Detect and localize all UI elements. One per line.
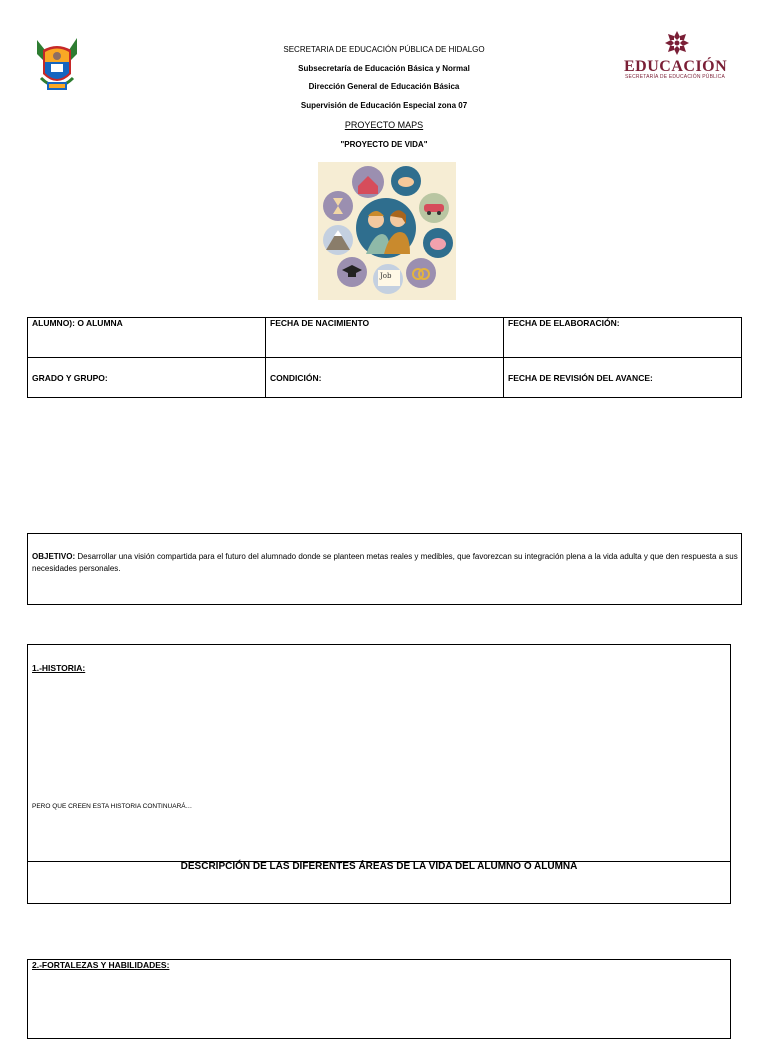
project-title: PROYECTO MAPS bbox=[344, 120, 424, 130]
elaboration-date-cell[interactable]: FECHA DE ELABORACIÓN: bbox=[504, 318, 742, 358]
table-row bbox=[28, 358, 742, 398]
student-info-table bbox=[27, 317, 742, 398]
objetivo-text: Desarrollar una visión compartida para el futuro del alumnado donde se planteen metas reales y medibles, que favorezcan su integración plena a la vida adulta y que den respuesta a sus necesidades personales. bbox=[32, 552, 738, 573]
educacion-logo bbox=[618, 30, 738, 86]
educacion-logo-subtitle: SECRETARÍA DE EDUCACIÓN PÚBLICA bbox=[625, 74, 726, 80]
objetivo-paragraph bbox=[32, 551, 740, 575]
hidalgo-coat-of-arms-logo bbox=[33, 34, 81, 94]
historia-footer: PERO QUE CREEN ESTA HISTORIA CONTINUARÁ… bbox=[32, 803, 193, 810]
grade-group-cell[interactable]: GRADO Y GRUPO: bbox=[28, 358, 266, 398]
project-subtitle: "PROYECTO DE VIDA" bbox=[340, 140, 428, 149]
fortalezas-title: 2.-FORTALEZAS Y HABILIDADES: bbox=[32, 960, 170, 970]
student-name-cell[interactable]: ALUMNO): O ALUMNA bbox=[28, 318, 266, 358]
header-line-direccion: Dirección General de Educación Básica bbox=[308, 82, 460, 91]
header-line-secretaria: SECRETARIA DE EDUCACIÓN PÚBLICA DE HIDALGO bbox=[283, 45, 485, 54]
header-line-supervision: Supervisión de Educación Especial zona 07 bbox=[300, 101, 468, 110]
objetivo-label: OBJETIVO: bbox=[32, 552, 76, 561]
header-line-subsecretaria: Subsecretaría de Educación Básica y Normal bbox=[298, 64, 470, 73]
objetivo-box bbox=[27, 533, 742, 605]
historia-box bbox=[27, 644, 731, 904]
job-badge-text: Job bbox=[380, 272, 392, 280]
table-row bbox=[28, 318, 742, 358]
birth-date-cell[interactable]: FECHA DE NACIMIENTO bbox=[266, 318, 504, 358]
fortalezas-box bbox=[27, 959, 731, 1039]
life-project-illustration bbox=[318, 162, 456, 300]
historia-title: 1.-HISTORIA: bbox=[32, 663, 86, 673]
review-date-cell[interactable]: FECHA DE REVISIÓN DEL AVANCE: bbox=[504, 358, 742, 398]
condition-cell[interactable]: CONDICIÓN: bbox=[266, 358, 504, 398]
areas-description-heading: DESCRIPCIÓN DE LAS DIFERENTES ÁREAS DE LA VIDA DEL ALUMNO O ALUMNA bbox=[180, 861, 578, 872]
flower-emblem-icon bbox=[664, 30, 690, 56]
educacion-logo-word: EDUCACIÓN bbox=[624, 58, 728, 75]
